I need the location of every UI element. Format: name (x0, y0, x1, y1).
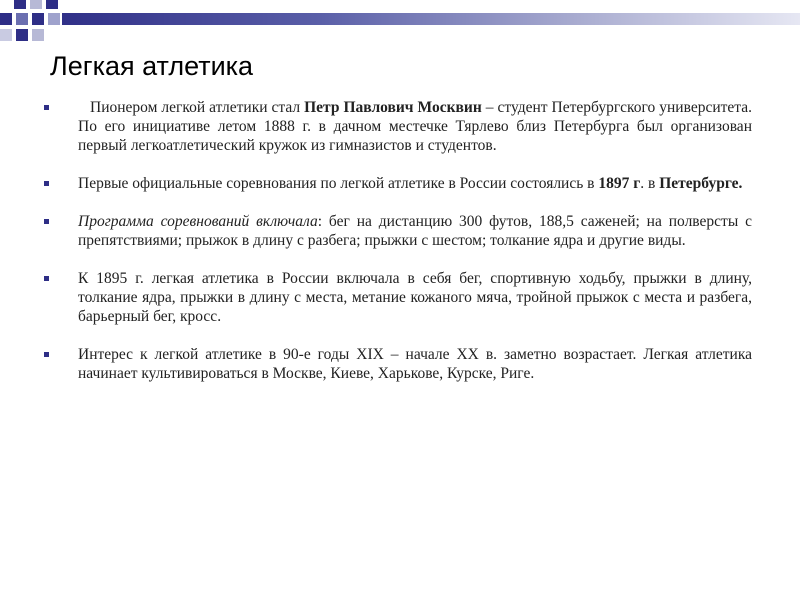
bullet-item-4 (44, 269, 752, 326)
bullet-square-icon (44, 352, 49, 357)
bullet-bold-year: 1897 г (598, 175, 641, 192)
bullet-text: – студент Петербургского университета. По его инициативе летом 1888 г. в дачном местечке Тярлево близ Петербурга был организован первый легкоатлетический кружок из гимназистов и студентов. (78, 99, 753, 154)
bullet-text: . в (640, 175, 660, 192)
bullet-text: К 1895 г. легкая атлетика в России включала в себя бег, спортивную ходьбу, прыжки в длину, толкание ядра, прыжки в длину с места, метание кожаного мяча, тройной прыжок с места и разбега, барьерный бег, кросс. (78, 270, 752, 325)
slide-title: Легкая атлетика (50, 51, 254, 81)
bullet-text: Первые официальные соревнования по легкой атлетике в России состоялись в (78, 175, 599, 192)
bullet-square-icon (44, 181, 49, 186)
bullet-text: : бег на дистанцию 300 футов, 188,5 саженей; на полверсты с препятствиями; прыжок в длину с разбега; прыжки с шестом; толкание ядра и другие виды. (78, 213, 752, 249)
bullet-bold-city: Петербурге. (659, 175, 743, 192)
bullet-text: Интерес к легкой атлетике в 90-е годы XIX – начале XX в. заметно возрастает. Легкая атлетика начинает культивироваться в Москве, Киеве, Харькове, Курске, Риге. (78, 346, 752, 382)
bullet-bold-name: Петр Павлович Москвин (304, 99, 482, 116)
bullet-item-1 (44, 98, 752, 155)
bullet-item-2 (44, 174, 752, 193)
bullet-square-icon (44, 276, 49, 281)
header-gradient-band (62, 13, 800, 25)
header-decoration (0, 0, 800, 48)
bullet-square-icon (44, 219, 49, 224)
decorative-squares-icon (0, 0, 70, 48)
bullet-list (44, 98, 752, 402)
bullet-italic-lead: Программа соревнований включала (78, 213, 318, 230)
bullet-item-3 (44, 212, 752, 250)
bullet-text: Пионером легкой атлетики стал (90, 99, 305, 116)
bullet-square-icon (44, 105, 49, 110)
bullet-item-5 (44, 345, 752, 383)
